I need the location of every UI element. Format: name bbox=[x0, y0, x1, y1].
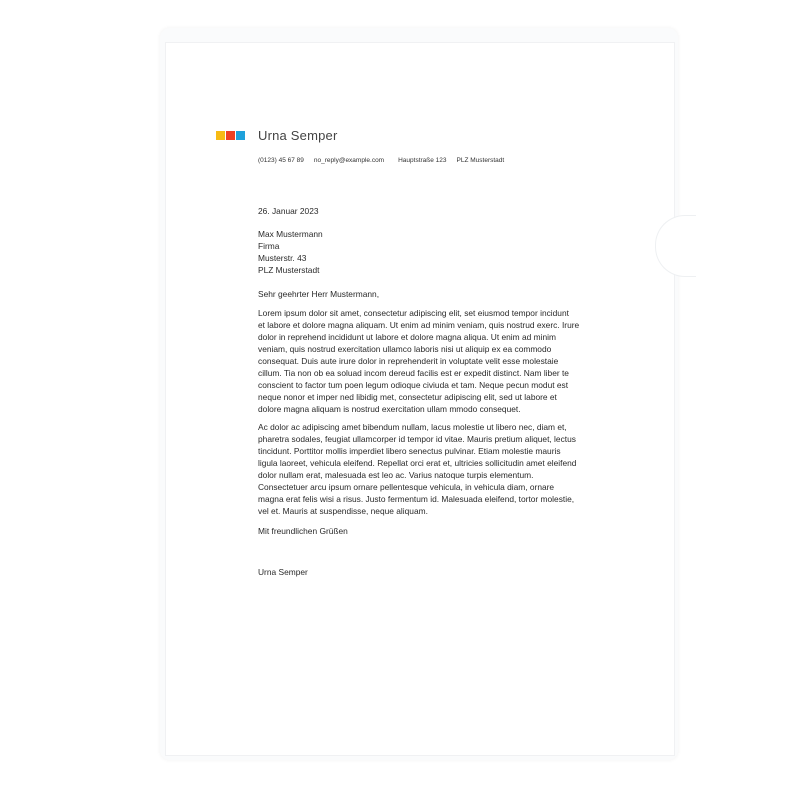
logo-icon bbox=[216, 131, 245, 140]
logo-square-yellow bbox=[216, 131, 225, 140]
recipient-address bbox=[258, 228, 323, 276]
paragraph-line: conscient to factor tum poen legum odioque civiuda et tam. Neque pecun modut est bbox=[258, 380, 569, 390]
sender-email: no_reply@example.com bbox=[313, 157, 385, 164]
sender-contact bbox=[258, 157, 514, 164]
paragraph-line: dolor nullam erat, malesuada est leo ac. Varius natoque turpis elementum. bbox=[258, 470, 534, 480]
paragraph-1 bbox=[258, 307, 579, 415]
salutation: Sehr geehrter Herr Mustermann, bbox=[258, 289, 380, 299]
paragraph-line: Lorem ipsum dolor sit amet, consectetur adipiscing elit, set eiusmod tempor incidunt bbox=[258, 308, 569, 318]
paragraph-line: ligula laoreet, vehicula eleifend. Repellat orci erat et, ultricies sollicitudin amet eleifend bbox=[258, 458, 577, 468]
paragraph-2 bbox=[258, 421, 576, 517]
recipient-line: Max Mustermann bbox=[258, 229, 323, 239]
paragraph-line: dolor in reprehend incididunt ut labore et dolore magna aliqua. Ut enim ad minim bbox=[258, 332, 556, 342]
recipient-line: Firma bbox=[258, 241, 280, 251]
sender-name: Urna Semper bbox=[258, 128, 338, 143]
paragraph-line: Consectetuer arcu ipsum ornare pellentesque vehicula, in vehicula diam, ornare bbox=[258, 482, 555, 492]
sender-street: Hauptstraße 123 bbox=[398, 157, 447, 164]
recipient-line: PLZ Musterstadt bbox=[258, 265, 320, 275]
paragraph-line: tincidunt. Porttitor mollis imperdiet libero senectus pulvinar. Etiam molestie mauris bbox=[258, 446, 561, 456]
sender-phone: (0123) 45 67 89 bbox=[258, 157, 304, 164]
logo-square-blue bbox=[236, 131, 245, 140]
recipient-line: Musterstr. 43 bbox=[258, 253, 307, 263]
paragraph-line: vel et. Mauris at suspendisse, neque aliquam. bbox=[258, 506, 428, 516]
paragraph-line: Ac dolor ac adipiscing amet bibendum nullam, lacus molestie ut libero nec, diam et, bbox=[258, 422, 567, 432]
paragraph-line: pharetra sodales, feugiat ullamcorper id tempor id vitae. Mauris pretium aliquet, lectus bbox=[258, 434, 576, 444]
paragraph-line: neque nonor et imper ned libidig met, consectetur adipiscing elit, sed ut labore et bbox=[258, 392, 557, 402]
signature: Urna Semper bbox=[258, 567, 308, 577]
paragraph-line: dolore magna aliquam is nostrud exercitation ullam mmodo consequet. bbox=[258, 404, 521, 414]
closing: Mit freundlichen Grüßen bbox=[258, 526, 348, 536]
letter-date: 26. Januar 2023 bbox=[258, 206, 319, 216]
sender-city: PLZ Musterstadt bbox=[456, 157, 505, 164]
paragraph-line: veniam, quis nostrud exercitation ullamco laboris nisi ut aliquip ex ea commodo bbox=[258, 344, 552, 354]
logo-square-red bbox=[226, 131, 235, 140]
paragraph-line: magna erat felis wisi a risus. Justo fermentum id. Malesuada eleifend, tortor molestie, bbox=[258, 494, 575, 504]
paragraph-line: et labore et dolore magna aliquam. Ut enim ad minim veniam, quis nostrud exerc. Irure bbox=[258, 320, 580, 330]
paragraph-line: cillum. Tia non ob ea soluad incom dereud facilis est er expedit distinct. Nam liber te bbox=[258, 368, 569, 378]
paragraph-line: consequat. Duis aute irure dolor in reprehenderit in voluptate velit esse molestaie bbox=[258, 356, 559, 366]
